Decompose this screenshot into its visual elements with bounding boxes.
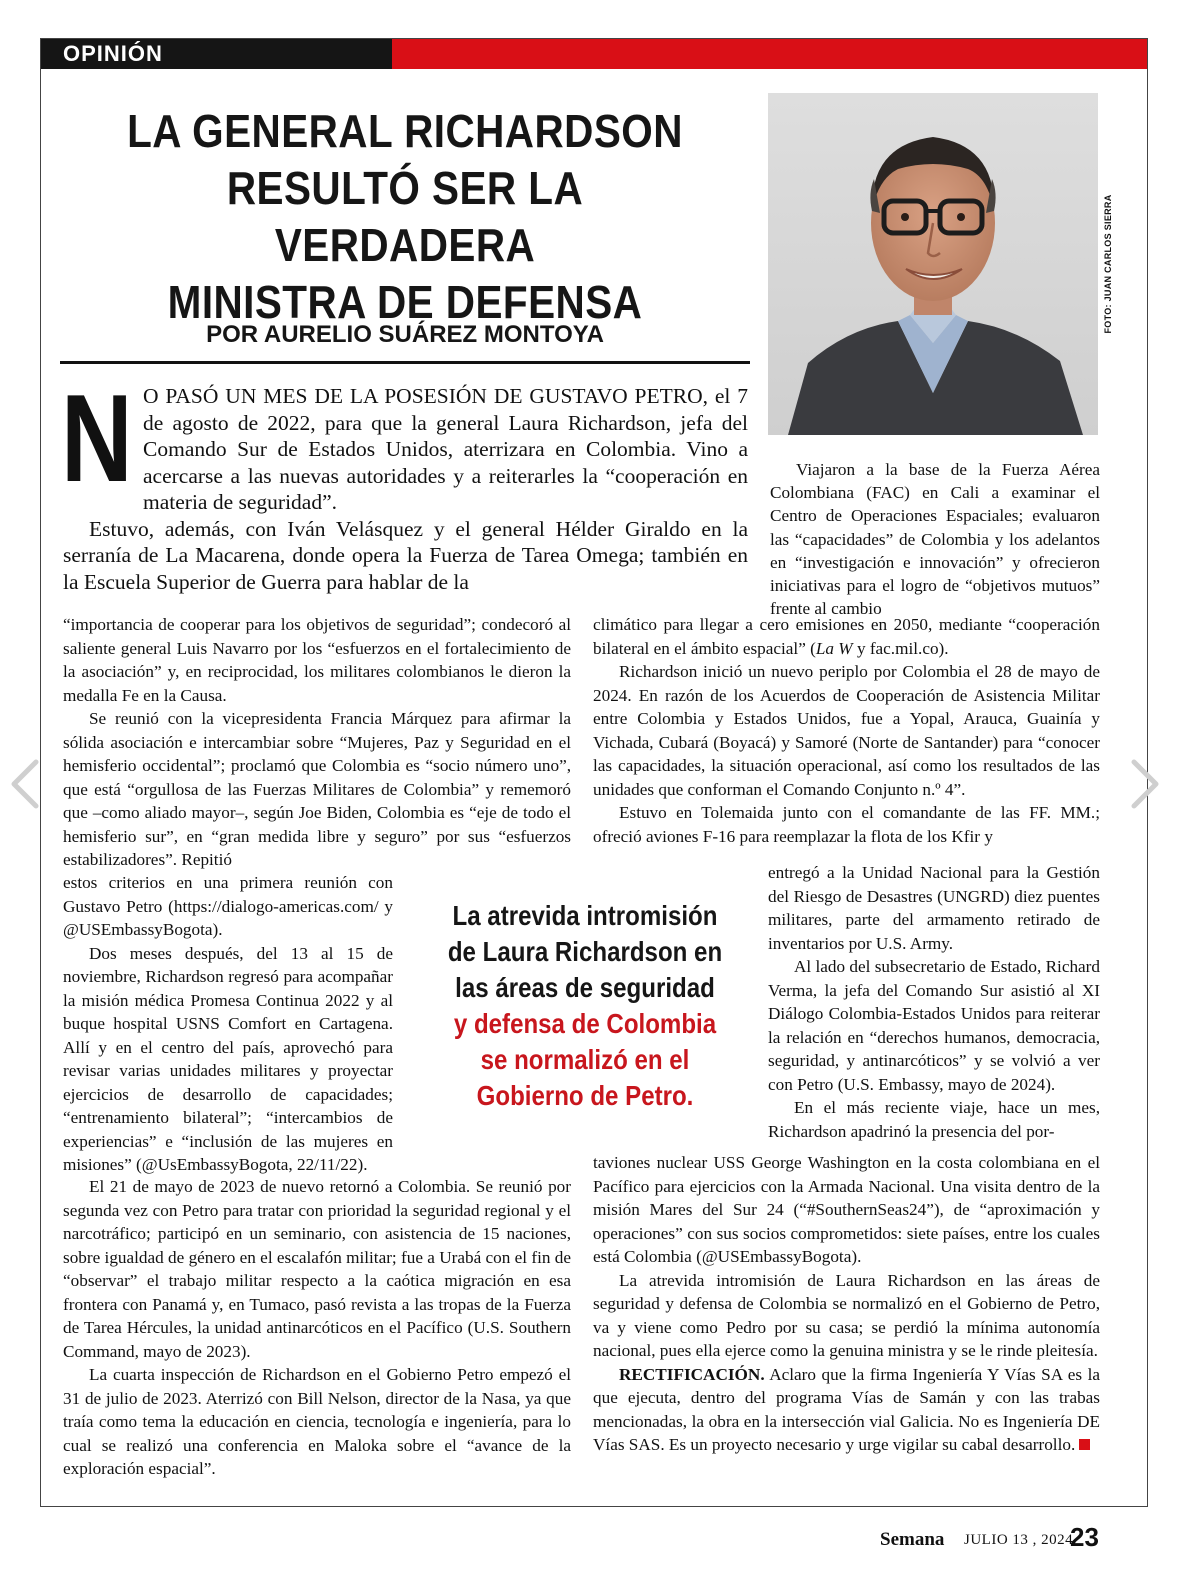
photo-credit-text: FOTO: JUAN CARLOS SIERRA <box>1103 194 1113 334</box>
lead-paragraph: O PASÓ UN MES DE LA POSESIÓN DE GUSTAVO PETRO, el 7 de agosto de 2022, para que la general Laura Richardson, jefa del Comando Sur de Estados Unidos, aterrizara en Colombia. Vino a acercarse a las nuevas autoridades y a reiterarles la “cooperación en materia de seguridad”. <box>143 384 748 514</box>
paragraph: “importancia de cooperar para los objetivos de seguridad”; condecoró al saliente general Luis Navarro por los “esfuerzos en el fortalecimiento de la asociación” y, en reciprocidad, los militares colombianos le dieron la medalla Fe en la Causa. <box>63 615 571 705</box>
paragraph: Se reunió con la vicepresidenta Francia Márquez para afirmar la sólida asociación e intercambiar sobre “Mujeres, Paz y Seguridad en el hemisferio occidental”; proclamó que Colombia es “socio número uno”, que está “orgullosa de las Fuerzas Militares de Colombia” y rememoró que –como aliado mayor–, según Joe Biden, Colombia es “eje de todo el hemisferio sur”, en “gran medida libre y seguro” por sus “esfuerzos estabilizadores”. Repitió <box>63 709 571 869</box>
paragraph <box>593 613 1100 660</box>
page-number: 23 <box>1070 1522 1099 1552</box>
headline-line-3: MINISTRA DE DEFENSA <box>167 276 643 328</box>
paragraph: estos criterios en una primera reunión con Gustavo Petro (https://dialogo-americas.com/ y @USEmbassyBogota). <box>63 873 393 939</box>
rectification-paragraph <box>593 1363 1100 1457</box>
paragraph-text: climático para llegar a cero emisiones en 2050, mediante “cooperación bilateral en el ámbito espacial” ( <box>593 615 1100 658</box>
paragraph: Viajaron a la base de la Fuerza Aérea Colombiana (FAC) en Cali a examinar el Centro de Operaciones Espaciales; evaluaron las “capacidades” de Colombia y los adelantos en “investigación e innovación” y ofrecieron iniciativas para el logro de “objetivos mutuos” frente al cambio <box>770 460 1100 619</box>
end-mark-icon <box>1079 1439 1090 1450</box>
rectification-text: Aclaro que la firma Ingeniería Y Vías SA es la que ejecuta, dentro del programa Vías de Samán y con las trabas mencionadas, la obra en la intersección vial Galicia. No es Ingeniería DE Vías SAS. Es un proyecto necesario y urge vigilar su cabal desarrollo. <box>593 1364 1100 1454</box>
column-right <box>593 613 1100 848</box>
pull-quote <box>443 898 727 1114</box>
paragraph: La atrevida intromisión de Laura Richardson en las áreas de seguridad y defensa de Colombia se normalizó en el Gobierno de Petro, va y viene como Pedro por su casa; se perdió la mínima autonomía nacional, pues ella ejerce como la genuina ministra y se le rinde pleitesía. <box>593 1270 1100 1360</box>
paragraph: La cuarta inspección de Richardson en el Gobierno Petro empezó el 31 de julio de 2023. Aterrizó con Bill Nelson, director de la Nasa, ya que traía como tema la educación en ciencia, tecnología e ingeniería, para lo cual se realizó una conferencia en Maloka sobre el “avance de la exploración espacial”. <box>63 1365 571 1478</box>
paragraph: taviones nuclear USS George Washington en la costa colombiana en el Pacífico para ejercicios con la Armada Nacional. Una visita dentro de la misión Mares del Sur 24 (“#SouthernSeas24”), de “aproximación y operaciones” con sus socios comprometidos: siete países, entre los cuales está Colombia (@USEmbassyBogota). <box>593 1153 1100 1266</box>
paragraph: Richardson inició un nuevo periplo por Colombia el 28 de mayo de 2024. En razón de los Acuerdos de Cooperación de Asistencia Militar entre Colombia y Estados Unidos, fue a Yopal, Arauca, Guainía y Vichada, Cubará (Boyacá) y Samoré (Norte de Santander) para “conocer las capacidades, la situación operacional, así como los resultados de las unidades que conforman el Comando Conjunto n.º 4”. <box>593 662 1100 799</box>
column-left-bottom <box>63 1175 571 1481</box>
headline-line-2: RESULTÓ SER LA VERDADERA <box>226 162 584 271</box>
section-red-band <box>392 39 1147 69</box>
section-label: OPINIÓN <box>41 39 392 69</box>
pull-quote-red: y defensa de Colombia se normalizó en el Gobierno de Petro. <box>453 1008 717 1111</box>
photo-credit <box>1098 93 1118 435</box>
column-left-narrow <box>63 871 393 1177</box>
prev-page-button[interactable] <box>6 758 44 810</box>
source-italic: La W <box>815 638 853 658</box>
lead-block <box>61 370 748 595</box>
column-right-bottom <box>593 1151 1100 1457</box>
headline-line-1: LA GENERAL RICHARDSON <box>127 105 683 157</box>
paragraph: Estuvo en Tolemaida junto con el comandante de las FF. MM.; ofreció aviones F-16 para reemplazar la flota de los Kfir y <box>593 803 1100 846</box>
footer-date: JULIO 13 , 2024 <box>964 1532 1074 1548</box>
chevron-left-icon[interactable] <box>6 758 44 810</box>
next-page-button[interactable] <box>1126 758 1164 810</box>
byline: POR AURELIO SUÁREZ MONTOYA <box>206 321 604 348</box>
column-left <box>63 613 571 872</box>
paragraph: En el más reciente viaje, hace un mes, Richardson apadrinó la presencia del por- <box>768 1098 1100 1141</box>
author-photo <box>768 93 1098 435</box>
headline <box>97 103 713 331</box>
lead-paragraph-2: Estuvo, además, con Iván Velásquez y el general Hélder Giraldo en la serranía de La Macarena, donde opera la Fuerza de Tarea Omega; también en la Escuela Superior de Guerra para hablar de la <box>63 516 748 594</box>
paragraph-text-end: y fac.mil.co). <box>852 638 949 658</box>
drop-cap: N <box>61 370 133 508</box>
column-right-narrow <box>768 861 1100 1143</box>
paragraph: Dos meses después, del 13 al 15 de noviembre, Richardson regresó para acompañar la misión médica Promesa Continua 2022 y al buque hospital USNS Comfort en Cartagena. Allí y en el centro del país, aprovechó para revisar varias unidades militares y proyectar ejercicios de desarrollo de capacidades; “entrenamiento bilateral”; “intercambios de experiencias” e “inclusión de las mujeres en misiones” (@UsEmbassyBogota, 22/11/22). <box>63 943 393 1174</box>
pull-quote-black: La atrevida intromisión de Laura Richardson en las áreas de seguridad <box>447 900 723 1003</box>
chevron-right-icon[interactable] <box>1126 758 1164 810</box>
page-footer <box>880 1524 1130 1554</box>
footer-brand: Semana <box>880 1529 945 1550</box>
paragraph: Al lado del subsecretario de Estado, Richard Verma, la jefa del Comando Sur asistió al XI Diálogo Colombia-Estados Unidos para reiterar la relación en “derechos humanos, democracia, seguridad, y antinarcóticos” y se volvió a ver con Petro (U.S. Embassy, mayo de 2024). <box>768 957 1100 1094</box>
paragraph: entregó a la Unidad Nacional para la Gestión del Riesgo de Desastres (UNGRD) diez puentes militares, parte del armamento retirado de inventarios por U.S. Army. <box>768 863 1100 953</box>
rectification-label: RECTIFICACIÓN. <box>619 1364 765 1384</box>
author-portrait-illustration <box>768 93 1098 435</box>
col-right-top <box>770 458 1100 620</box>
paragraph: El 21 de mayo de 2023 de nuevo retornó a Colombia. Se reunió por segunda vez con Petro para tratar con prioridad la seguridad regional y el narcotráfico; participó en un seminario, con asistencia de 15 naciones, sobre igualdad de género en el escalafón militar; fue a Urabá con el fin de “observar” el trabajo militar respecto a la caótica migración en esa frontera con Panamá y, en Tumaco, pasó revista a las tropas de la Fuerza de Tarea Hércules, la unidad antinarcóticos en el Pacífico (U.S. Southern Command, mayo de 2023). <box>63 1177 571 1361</box>
byline-rule <box>60 361 750 364</box>
